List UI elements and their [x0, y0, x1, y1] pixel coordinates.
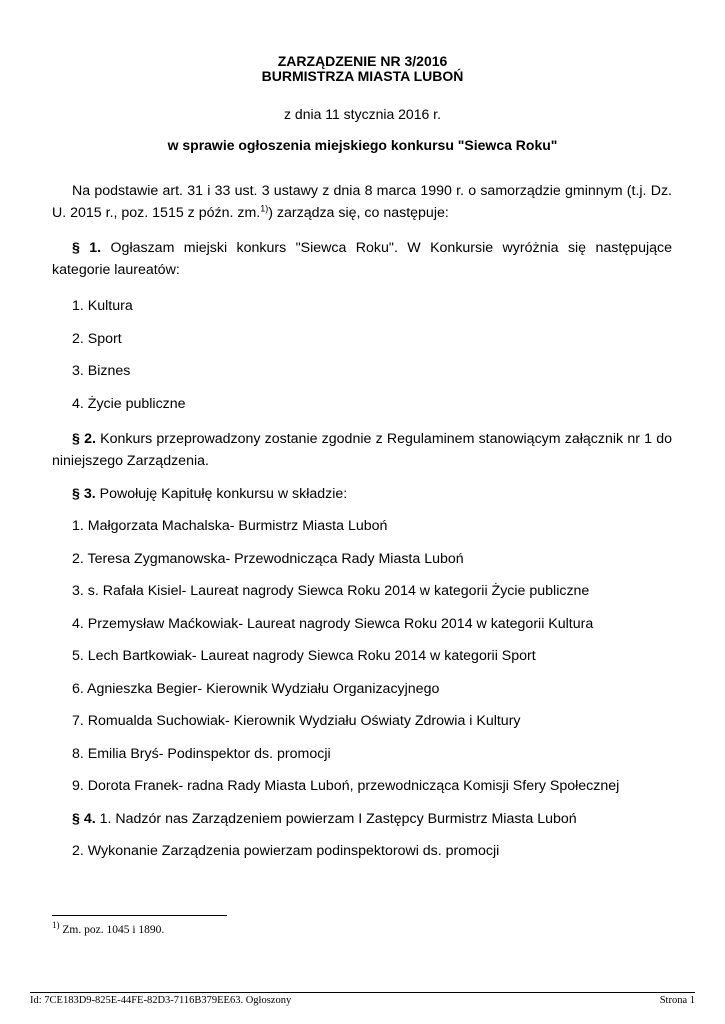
category-item: 4. Życie publiczne [72, 396, 186, 412]
section-4-paragraph [72, 808, 577, 830]
document-subject: w sprawie ogłoszenia miejskiego konkursu "Siewca Roku" [167, 137, 558, 153]
footnote-number: 1) [52, 920, 60, 931]
member-item: 9. Dorota Franek- radna Rady Miasta Luboń, przewodnicząca Komisji Sfery Społecznej [72, 778, 620, 794]
member-item: 5. Lech Bartkowiak- Laureat nagrody Siewca Roku 2014 w kategorii Sport [72, 648, 536, 664]
member-item: 2. Teresa Zygmanowska- Przewodnicząca Rady Miasta Luboń [72, 551, 464, 567]
footnote-ref: 1) [260, 203, 269, 214]
member-item: 3. s. Rafała Kisiel- Laureat nagrody Siewca Roku 2014 w kategorii Życie publiczne [72, 583, 590, 599]
category-item: 2. Sport [72, 331, 122, 347]
preamble-text: Na podstawie art. 31 i 33 ust. 3 ustawy z dnia 8 marca 1990 r. o samorządzie gminnym (t.j. Dz. U. 2015 r., poz. 1515 z późn. zm. [52, 183, 672, 221]
section-4-mark: § 4. [72, 811, 96, 827]
document-date: z dnia 11 stycznia 2016 r. [284, 106, 441, 122]
document-title-line2: BURMISTRZA MIASTA LUBOŃ [261, 68, 464, 84]
category-item: 1. Kultura [72, 298, 133, 314]
footer-page-number: Strona 1 [659, 995, 695, 1006]
section-2-mark: § 2. [72, 431, 96, 447]
footnote-divider [52, 915, 227, 916]
member-item: 6. Agnieszka Begier- Kierownik Wydziału Organizacyjnego [72, 681, 440, 697]
section-1-text: Ogłaszam miejski konkurs "Siewca Roku". W Konkursie wyróżnia się następujące kategorie laureatów: [52, 240, 672, 278]
footer-document-id: Id: 7CE183D9-825E-44FE-82D3-7116B379EE63. Ogłoszony [30, 995, 292, 1006]
section-1-paragraph [52, 237, 672, 281]
category-item: 3. Biznes [72, 363, 131, 379]
section-2-paragraph [52, 428, 672, 472]
section-4-point-1: 1. Nadzór nas Zarządzeniem powierzam I Zastępcy Burmistrz Miasta Luboń [95, 811, 577, 827]
preamble-paragraph [52, 180, 672, 224]
footnote [52, 920, 165, 936]
member-item: 8. Emilia Bryś- Podinspektor ds. promocji [72, 746, 331, 762]
member-item: 7. Romualda Suchowiak- Kierownik Wydziału Oświaty Zdrowia i Kultury [72, 713, 521, 729]
footer-divider [30, 992, 695, 993]
section-4-point-2: 2. Wykonanie Zarządzenia powierzam podinspektorowi ds. promocji [72, 843, 500, 859]
section-1-mark: § 1. [72, 240, 102, 256]
document-title-line1: ZARZĄDZENIE NR 3/2016 [277, 53, 448, 69]
section-2-text: Konkurs przeprowadzony zostanie zgodnie z Regulaminem stanowiącym załącznik nr 1 do niniejszego Zarządzenia. [52, 431, 672, 469]
section-3-text: Powołuję Kapitułę konkursu w składzie: [95, 486, 348, 502]
section-3-mark: § 3. [72, 486, 96, 502]
member-item: 1. Małgorzata Machalska- Burmistrz Miasta Luboń [72, 518, 388, 534]
member-item: 4. Przemysław Maćkowiak- Laureat nagrody Siewca Roku 2014 w kategorii Kultura [72, 616, 594, 632]
section-3-paragraph [52, 483, 672, 505]
preamble-text-end: ) zarządza się, co następuje: [268, 205, 449, 221]
footnote-text: Zm. poz. 1045 i 1890. [59, 924, 165, 936]
